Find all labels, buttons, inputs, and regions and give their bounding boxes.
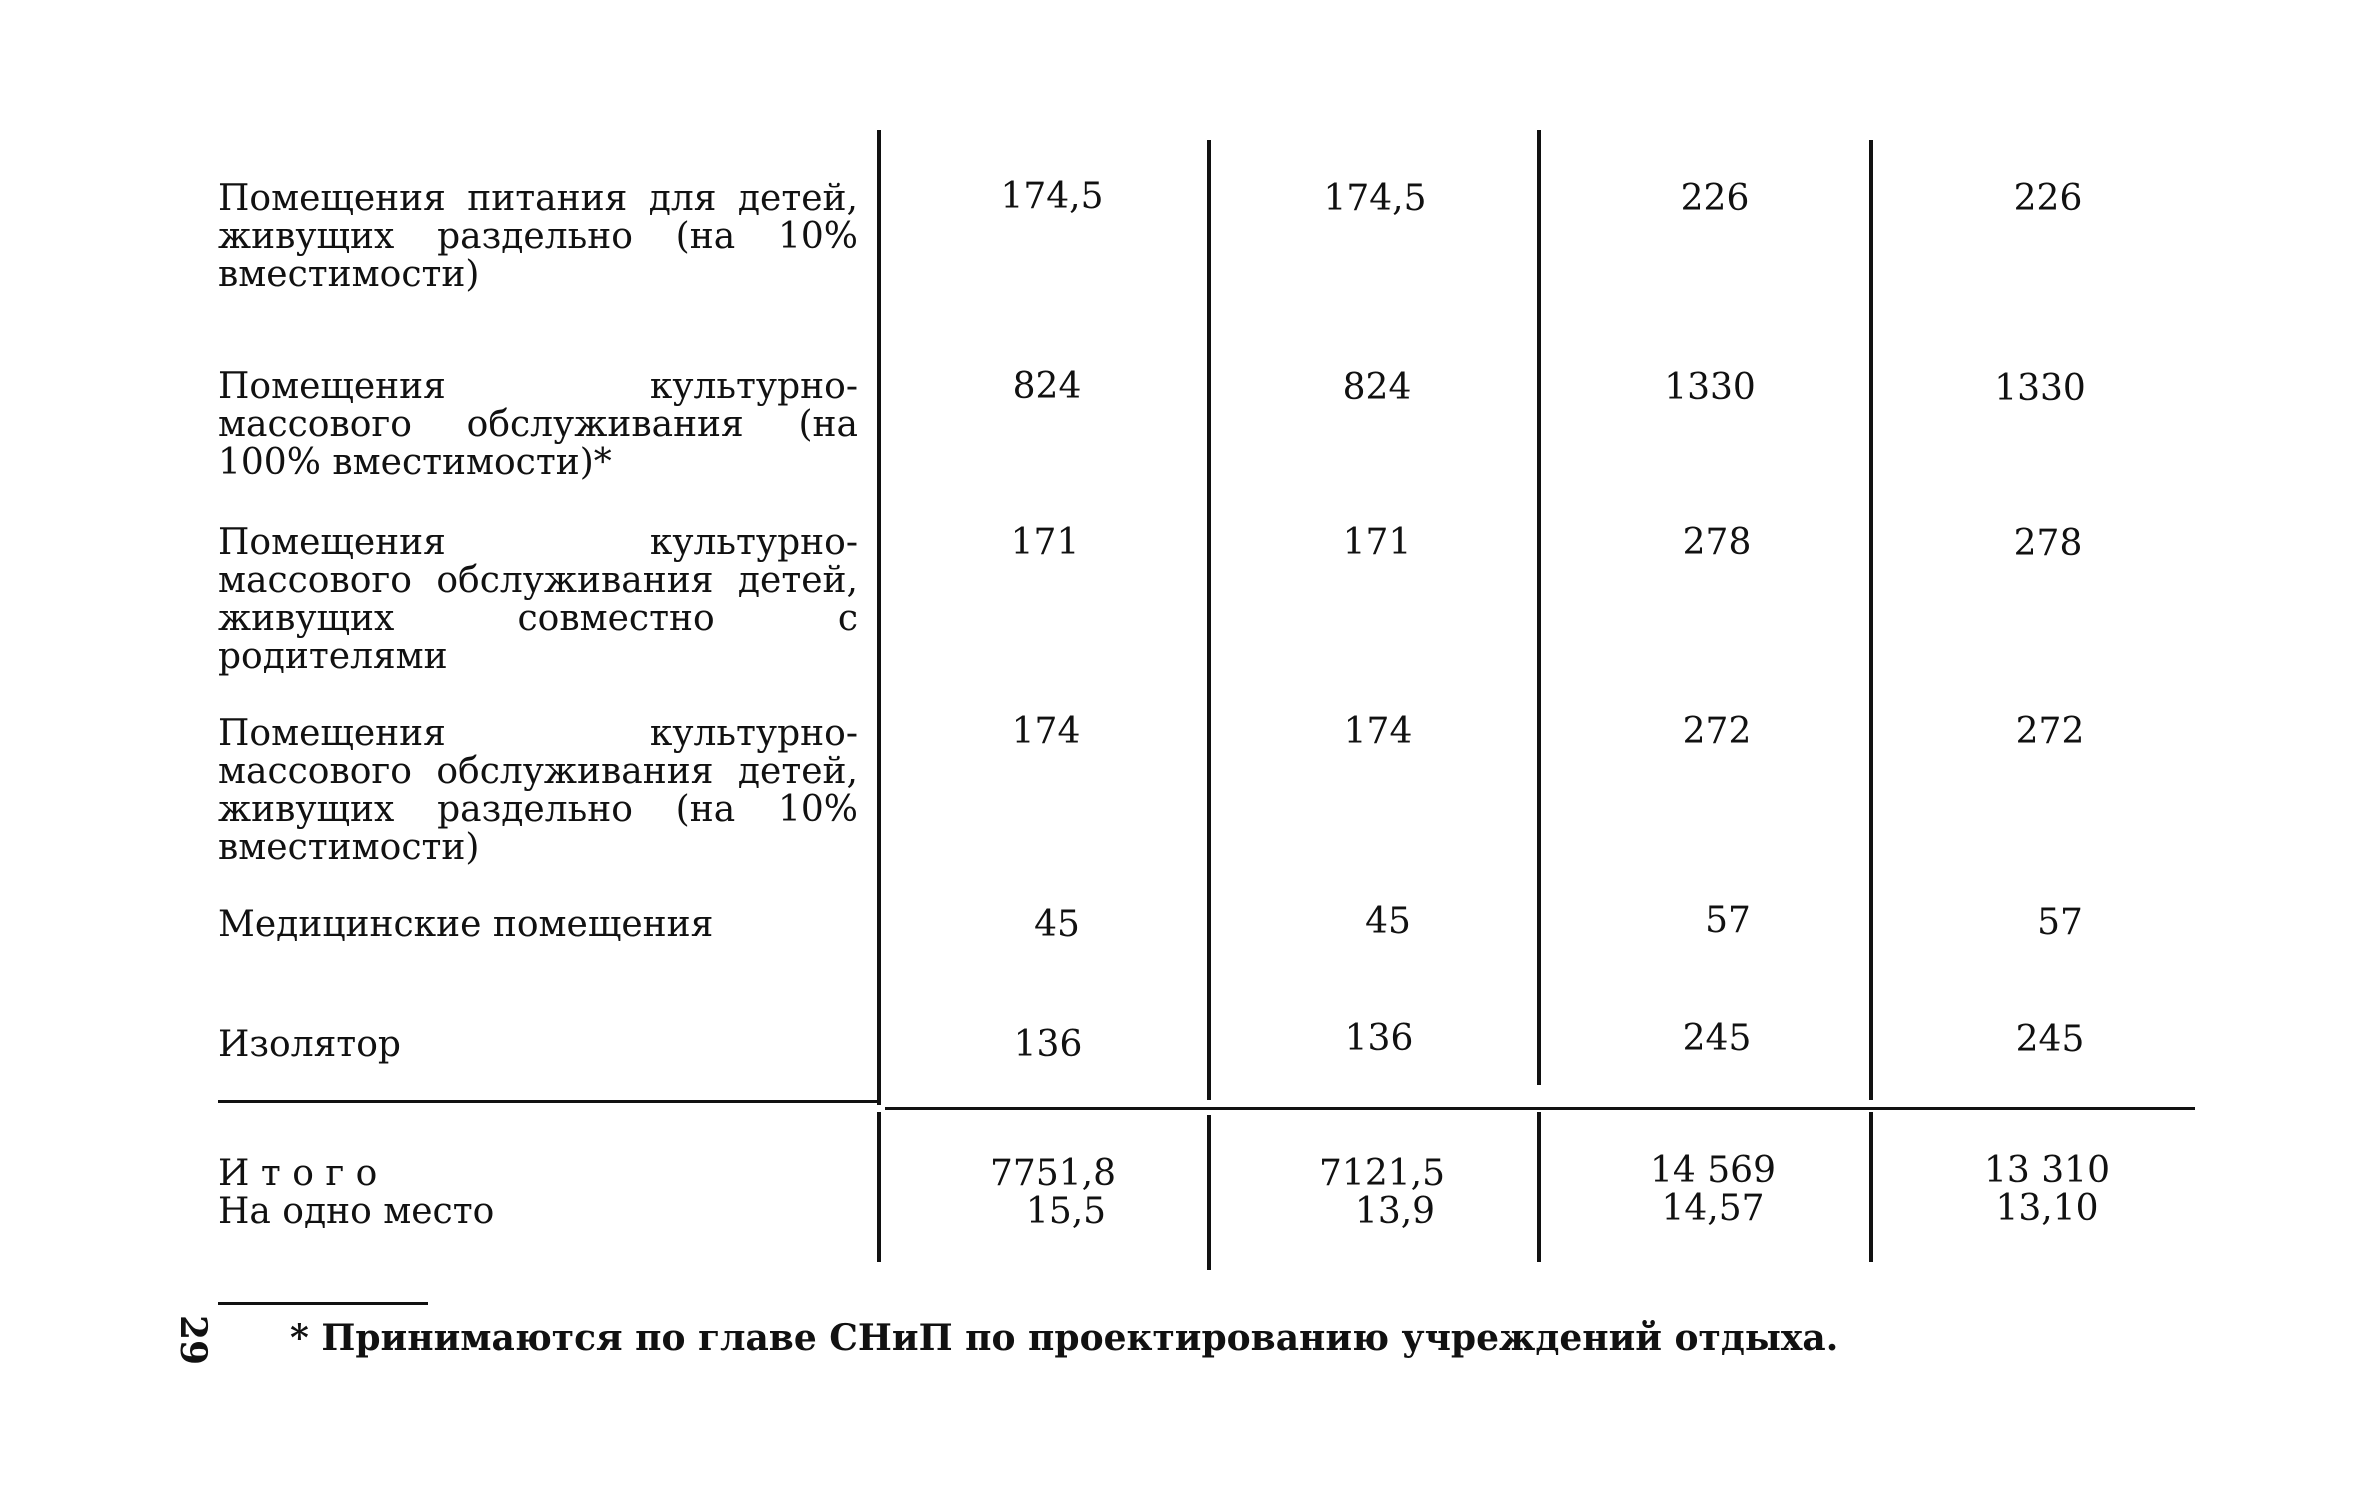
totals-cell — [1887, 1152, 2207, 1228]
row-value: 272 — [2015, 711, 2085, 752]
footnote: * Принимаются по главе СНиП по проектированию учреждений отдыха. — [290, 1317, 1839, 1359]
row-value: 136 — [1344, 1018, 1414, 1059]
total-value: 7751,8 — [990, 1153, 1116, 1194]
per-place-value: 13,10 — [1995, 1188, 2099, 1229]
row-label: Помещения культурно-массового обслуживания (на 100% вместимости)* — [218, 366, 858, 483]
row-value: 278 — [1682, 522, 1752, 563]
row-value: 136 — [1013, 1024, 1083, 1065]
row-value: 245 — [1682, 1018, 1752, 1059]
column-rule-4 — [1869, 140, 1873, 1100]
row-value: 245 — [2015, 1019, 2085, 1060]
row-value: 226 — [1680, 178, 1750, 219]
row-value: 174,5 — [1000, 176, 1104, 217]
row-value: 278 — [2013, 523, 2083, 564]
row-value: 1330 — [1994, 368, 2086, 409]
per-place-label: На одно место — [218, 1191, 495, 1232]
totals-cell — [1222, 1155, 1542, 1231]
totals-rule-right — [885, 1107, 2195, 1110]
row-value: 226 — [2013, 178, 2083, 219]
per-place-value: 15,5 — [1025, 1191, 1107, 1232]
row-value: 174,5 — [1323, 178, 1427, 219]
row-value: 1330 — [1664, 367, 1756, 408]
total-label: И т о г о — [218, 1153, 378, 1194]
totals-cell — [1553, 1152, 1873, 1228]
per-place-value: 14,57 — [1661, 1188, 1765, 1229]
column-rule-2 — [1207, 140, 1211, 1100]
row-label: Помещения культурно-массового обслуживания детей, живущих раздельно (на 10% вместимости) — [218, 713, 858, 868]
totals-column-rule-1 — [877, 1112, 881, 1262]
totals-label — [218, 1155, 858, 1231]
per-place-value: 13,9 — [1354, 1191, 1436, 1232]
total-value: 14 569 — [1650, 1150, 1776, 1191]
row-label: Помещения культурно-массового обслуживания детей, живущих совместно с родителями — [218, 522, 858, 677]
row-value: 45 — [1365, 901, 1411, 942]
total-value: 7121,5 — [1319, 1153, 1445, 1194]
row-label: Медицинские помещения — [218, 904, 714, 945]
row-value: 272 — [1682, 711, 1752, 752]
totals-cell — [893, 1155, 1213, 1231]
footnote-rule — [218, 1302, 428, 1305]
row-value: 57 — [1705, 900, 1751, 941]
row-value: 174 — [1343, 711, 1413, 752]
total-value: 13 310 — [1984, 1150, 2110, 1191]
row-value: 171 — [1010, 522, 1080, 563]
row-value: 824 — [1012, 366, 1082, 407]
page-number: 29 — [172, 1314, 215, 1366]
row-value: 824 — [1342, 367, 1412, 408]
totals-rule-left — [218, 1100, 877, 1103]
column-rule-1 — [877, 130, 881, 1105]
row-label: Помещения питания для детей, живущих раздельно (на 10% вместимости) — [218, 178, 858, 295]
row-value: 57 — [2037, 902, 2083, 943]
row-value: 171 — [1342, 522, 1412, 563]
row-value: 45 — [1034, 904, 1080, 945]
column-rule-3 — [1537, 130, 1541, 1085]
row-value: 174 — [1011, 711, 1081, 752]
row-label: Изолятор — [218, 1024, 401, 1065]
